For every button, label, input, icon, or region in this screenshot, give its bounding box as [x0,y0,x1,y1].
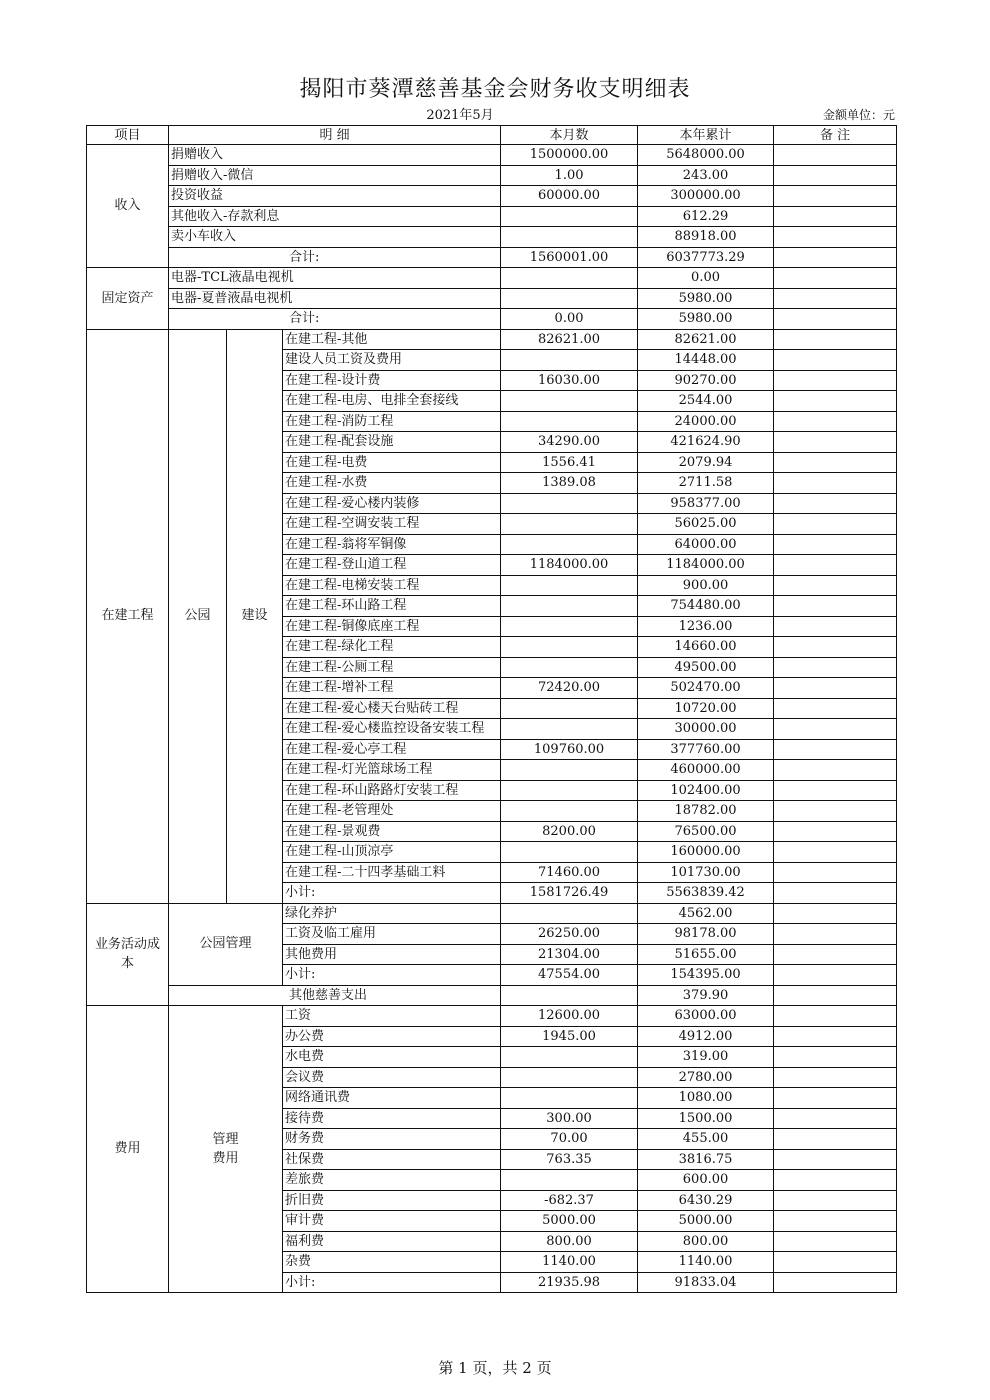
month-value: -682.37 [501,1190,638,1211]
month-value [501,985,638,1006]
total-row [87,247,897,268]
year-value: 51655.00 [638,944,774,965]
month-value: 800.00 [501,1231,638,1252]
month-value: 1581726.49 [501,883,638,904]
remark-cell [774,165,897,186]
detail-cell: 工资及临工雇用 [283,924,501,945]
month-value: 70.00 [501,1129,638,1150]
header-item: 项目 [87,126,169,145]
remark-cell [774,1272,897,1293]
detail-cell: 会议费 [283,1067,501,1088]
detail-cell: 绿化养护 [283,903,501,924]
month-value [501,411,638,432]
year-value: 460000.00 [638,760,774,781]
header-year: 本年累计 [638,126,774,145]
remark-cell [774,1231,897,1252]
detail-cell: 捐赠收入 [169,145,501,166]
year-value: 5648000.00 [638,145,774,166]
detail-cell: 折旧费 [283,1190,501,1211]
month-value [501,596,638,617]
year-value: 421624.90 [638,432,774,453]
remark-cell [774,985,897,1006]
remark-cell [774,145,897,166]
section-label-business: 业务活动成本 [87,903,169,1006]
month-value [501,780,638,801]
detail-cell: 在建工程-环山路工程 [283,596,501,617]
year-value: 2711.58 [638,473,774,494]
detail-cell: 其他费用 [283,944,501,965]
detail-cell: 差旅费 [283,1170,501,1191]
remark-cell [774,575,897,596]
detail-cell: 在建工程-电费 [283,452,501,473]
remark-cell [774,309,897,330]
year-value: 4562.00 [638,903,774,924]
remark-cell [774,555,897,576]
month-value [501,514,638,535]
remark-cell [774,186,897,207]
month-value [501,206,638,227]
year-value: 64000.00 [638,534,774,555]
remark-cell [774,534,897,555]
table-row [87,1006,897,1027]
section-label-income: 收入 [87,145,169,268]
remark-cell [774,350,897,371]
year-value: 6430.29 [638,1190,774,1211]
year-value: 6037773.29 [638,247,774,268]
month-value: 1.00 [501,165,638,186]
subtotal-label: 小计: [283,965,501,986]
month-value [501,801,638,822]
year-value: 14448.00 [638,350,774,371]
year-value: 10720.00 [638,698,774,719]
remark-cell [774,596,897,617]
year-value: 2544.00 [638,391,774,412]
month-value: 16030.00 [501,370,638,391]
year-value: 91833.04 [638,1272,774,1293]
remark-cell [774,616,897,637]
month-value: 1500000.00 [501,145,638,166]
sub-label-mgmt-fee: 管理费用 [169,1006,283,1293]
month-value [501,760,638,781]
month-value: 1389.08 [501,473,638,494]
month-value: 21304.00 [501,944,638,965]
month-value: 5000.00 [501,1211,638,1232]
remark-cell [774,329,897,350]
finance-table [86,125,897,1293]
detail-cell: 办公费 [283,1026,501,1047]
year-value: 24000.00 [638,411,774,432]
remark-cell [774,1067,897,1088]
table-row [87,985,897,1006]
month-value: 1184000.00 [501,555,638,576]
page-footer: 第 1 页，共 2 页 [438,1359,552,1377]
remark-cell [774,965,897,986]
remark-cell [774,288,897,309]
sub-label-park-mgmt: 公园管理 [169,903,283,985]
year-value: 49500.00 [638,657,774,678]
currency-unit: 金额单位：元 [822,108,895,122]
detail-cell: 在建工程-景观费 [283,821,501,842]
remark-cell [774,862,897,883]
remark-cell [774,903,897,924]
month-value: 1560001.00 [501,247,638,268]
report-title: 揭阳市葵潭慈善基金会财务收支明细表 [299,77,691,102]
year-value: 154395.00 [638,965,774,986]
detail-cell: 水电费 [283,1047,501,1068]
year-value: 377760.00 [638,739,774,760]
detail-cell: 在建工程-其他 [283,329,501,350]
remark-cell [774,1108,897,1129]
month-value [501,268,638,289]
detail-cell: 杂费 [283,1252,501,1273]
month-value: 300.00 [501,1108,638,1129]
year-value: 5980.00 [638,309,774,330]
detail-cell: 网络通讯费 [283,1088,501,1109]
detail-cell: 在建工程-配套设施 [283,432,501,453]
year-value: 502470.00 [638,678,774,699]
table-row [87,903,897,924]
month-value: 109760.00 [501,739,638,760]
month-value [501,288,638,309]
detail-cell: 在建工程-爱心亭工程 [283,739,501,760]
month-value [501,657,638,678]
month-value [501,719,638,740]
total-label: 合计: [169,309,501,330]
year-value: 600.00 [638,1170,774,1191]
detail-cell: 在建工程-登山道工程 [283,555,501,576]
month-value [501,1047,638,1068]
detail-cell: 电器-夏普液晶电视机 [169,288,501,309]
year-value: 1080.00 [638,1088,774,1109]
detail-cell: 在建工程-爱心楼内装修 [283,493,501,514]
remark-cell [774,411,897,432]
year-value: 243.00 [638,165,774,186]
finance-table-body [87,126,897,1293]
detail-cell: 在建工程-增补工程 [283,678,501,699]
remark-cell [774,801,897,822]
month-value [501,493,638,514]
table-row [87,145,897,166]
remark-cell [774,1129,897,1150]
total-label: 合计: [169,247,501,268]
detail-cell: 在建工程-铜像底座工程 [283,616,501,637]
report-date: 2021年5月 [426,108,494,123]
month-value: 1556.41 [501,452,638,473]
month-value [501,534,638,555]
month-value: 71460.00 [501,862,638,883]
remark-cell [774,883,897,904]
year-value: 63000.00 [638,1006,774,1027]
remark-cell [774,268,897,289]
year-value: 2079.94 [638,452,774,473]
remark-cell [774,739,897,760]
year-value: 5000.00 [638,1211,774,1232]
section-label-expenses: 费用 [87,1006,169,1293]
detail-cell: 审计费 [283,1211,501,1232]
detail-cell: 工资 [283,1006,501,1027]
year-value: 800.00 [638,1231,774,1252]
month-value [501,842,638,863]
month-value: 12600.00 [501,1006,638,1027]
month-value [501,391,638,412]
remark-cell [774,780,897,801]
remark-cell [774,1026,897,1047]
detail-cell: 投资收益 [169,186,501,207]
detail-cell: 在建工程-老管理处 [283,801,501,822]
section-label-fixed: 固定资产 [87,268,169,330]
section-label-construction: 在建工程 [87,329,169,903]
remark-cell [774,452,897,473]
month-value: 26250.00 [501,924,638,945]
year-value: 56025.00 [638,514,774,535]
year-value: 14660.00 [638,637,774,658]
remark-cell [774,842,897,863]
year-value: 300000.00 [638,186,774,207]
remark-cell [774,493,897,514]
year-value: 379.90 [638,985,774,1006]
detail-cell: 其他慈善支出 [169,985,501,1006]
remark-cell [774,391,897,412]
remark-cell [774,637,897,658]
year-value: 76500.00 [638,821,774,842]
table-row [87,288,897,309]
month-value [501,350,638,371]
remark-cell [774,1252,897,1273]
remark-cell [774,206,897,227]
detail-cell: 在建工程-公厕工程 [283,657,501,678]
detail-cell: 在建工程-翁将军铜像 [283,534,501,555]
table-row [87,165,897,186]
remark-cell [774,944,897,965]
month-value: 47554.00 [501,965,638,986]
month-value: 0.00 [501,309,638,330]
subtotal-label: 小计: [283,883,501,904]
month-value [501,1067,638,1088]
year-value: 102400.00 [638,780,774,801]
year-value: 5980.00 [638,288,774,309]
month-value: 21935.98 [501,1272,638,1293]
remark-cell [774,760,897,781]
year-value: 900.00 [638,575,774,596]
month-value [501,1170,638,1191]
year-value: 101730.00 [638,862,774,883]
sub-label-build: 建设 [227,329,283,903]
month-value [501,575,638,596]
detail-cell: 其他收入-存款利息 [169,206,501,227]
month-value [501,903,638,924]
remark-cell [774,1190,897,1211]
remark-cell [774,719,897,740]
header-detail: 明 细 [169,126,501,145]
month-value: 1140.00 [501,1252,638,1273]
month-value: 82621.00 [501,329,638,350]
detail-cell: 社保费 [283,1149,501,1170]
remark-cell [774,698,897,719]
detail-cell: 在建工程-灯光篮球场工程 [283,760,501,781]
detail-cell: 在建工程-空调安装工程 [283,514,501,535]
month-value: 1945.00 [501,1026,638,1047]
remark-cell [774,1211,897,1232]
detail-cell: 在建工程-爱心楼天台贴砖工程 [283,698,501,719]
table-row [87,186,897,207]
month-value: 8200.00 [501,821,638,842]
year-value: 98178.00 [638,924,774,945]
detail-cell: 在建工程-环山路路灯安装工程 [283,780,501,801]
year-value: 1140.00 [638,1252,774,1273]
month-value: 763.35 [501,1149,638,1170]
remark-cell [774,1047,897,1068]
year-value: 3816.75 [638,1149,774,1170]
year-value: 5563839.42 [638,883,774,904]
year-value: 82621.00 [638,329,774,350]
table-header-row [87,126,897,145]
remark-cell [774,227,897,248]
month-value: 72420.00 [501,678,638,699]
remark-cell [774,473,897,494]
year-value: 319.00 [638,1047,774,1068]
month-value [501,227,638,248]
detail-cell: 在建工程-消防工程 [283,411,501,432]
remark-cell [774,432,897,453]
remark-cell [774,821,897,842]
year-value: 455.00 [638,1129,774,1150]
detail-cell: 电器-TCL液晶电视机 [169,268,501,289]
header-month: 本月数 [501,126,638,145]
year-value: 90270.00 [638,370,774,391]
year-value: 30000.00 [638,719,774,740]
year-value: 612.29 [638,206,774,227]
year-value: 2780.00 [638,1067,774,1088]
year-value: 1184000.00 [638,555,774,576]
remark-cell [774,657,897,678]
detail-cell: 在建工程-电梯安装工程 [283,575,501,596]
month-value [501,1088,638,1109]
detail-cell: 在建工程-二十四孝基础工料 [283,862,501,883]
remark-cell [774,247,897,268]
detail-cell: 在建工程-绿化工程 [283,637,501,658]
total-row [87,309,897,330]
month-value: 60000.00 [501,186,638,207]
detail-cell: 捐赠收入-微信 [169,165,501,186]
month-value [501,616,638,637]
month-value: 34290.00 [501,432,638,453]
table-row [87,206,897,227]
table-row [87,227,897,248]
year-value: 160000.00 [638,842,774,863]
year-value: 1500.00 [638,1108,774,1129]
detail-cell: 在建工程-水费 [283,473,501,494]
month-value [501,698,638,719]
year-value: 1236.00 [638,616,774,637]
year-value: 4912.00 [638,1026,774,1047]
year-value: 0.00 [638,268,774,289]
detail-cell: 在建工程-设计费 [283,370,501,391]
month-value [501,637,638,658]
remark-cell [774,514,897,535]
year-value: 88918.00 [638,227,774,248]
detail-cell: 在建工程-电房、电排全套接线 [283,391,501,412]
sub-label-park: 公园 [169,329,227,903]
remark-cell [774,924,897,945]
remark-cell [774,1006,897,1027]
remark-cell [774,1149,897,1170]
detail-cell: 财务费 [283,1129,501,1150]
year-value: 754480.00 [638,596,774,617]
year-value: 18782.00 [638,801,774,822]
remark-cell [774,370,897,391]
detail-cell: 卖小车收入 [169,227,501,248]
detail-cell: 接待费 [283,1108,501,1129]
subtotal-label: 小计: [283,1272,501,1293]
detail-cell: 建设人员工资及费用 [283,350,501,371]
detail-cell: 福利费 [283,1231,501,1252]
table-row [87,329,897,350]
table-row [87,268,897,289]
remark-cell [774,1088,897,1109]
remark-cell [774,1170,897,1191]
detail-cell: 在建工程-山顶凉亭 [283,842,501,863]
remark-cell [774,678,897,699]
detail-cell: 在建工程-爱心楼监控设备安装工程 [283,719,501,740]
year-value: 958377.00 [638,493,774,514]
header-remark: 备 注 [774,126,897,145]
